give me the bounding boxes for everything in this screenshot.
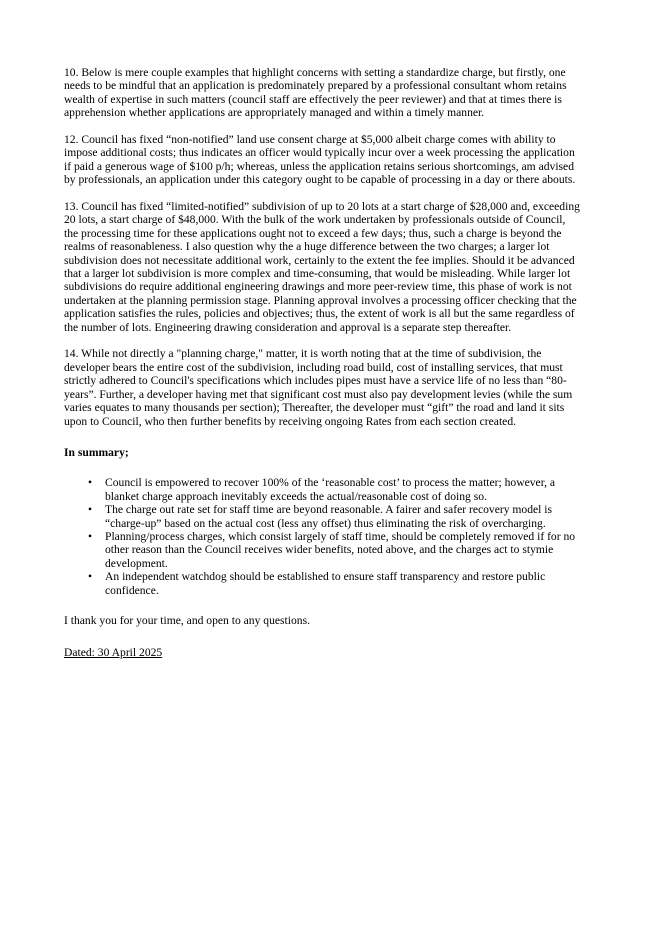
summary-bullet-text: The charge out rate set for staff time are beyond reasonable. A fairer and safer recovery model is “charge-up” based on the actual cost (less any offset) thus eliminating the risk of overcharging. [105,503,553,530]
paragraph-10: 10. Below is mere couple examples that highlight concerns with setting a standardize charge, but firstly, one needs to be mindful that an application is predominately prepared by a professional consultant whom retains wealth of expertise in such matters (council staff are effectively the peer reviewer) and that at times there is apprehension whether applications are appropriately managed and within a timely manner. [64,66,567,120]
dated-line: Dated: 30 April 2025 [64,646,163,660]
summary-list [64,476,581,597]
summary-bullet-text: Council is empowered to recover 100% of the ‘reasonable cost’ to process the matter; however, a blanket charge approach inevitably exceeds the actual/reasonable cost of doing so. [105,476,556,503]
summary-bullet-4 [88,570,581,597]
summary-bullet-text: Planning/process charges, which consist largely of staff time, should be completely removed if for no other reason than the Council receives wider benefits, noted above, and the charges act to stymie development. [105,529,576,570]
summary-bullet-1 [88,476,581,503]
summary-bullet-2 [88,503,581,530]
paragraph-13: 13. Council has fixed “limited-notified” subdivision of up to 20 lots at a start charge of $28,000 and, exceeding 20 lots, a start charge of $48,000. With the bulk of the work undertaken by professionals outside of Council, the processing time for these applications ought not to exceed a few days; thus, such a charge is beyond the realms of reasonableness. I also question why the a huge difference between the two charges; a larger lot subdivision does not necessitate additional work, certainly to the extent the fee implies. Should it be advanced that a larger lot subdivision is more complex and time-consuming, that would be misleading. While larger lot subdivisions do require additional engineering drawings and more peer-review time, this phase of work is not undertaken at the planning permission stage. Planning approval involves a processing officer checking that the application satisfies the rules, policies and objectives; thus, the extent of work is all but the same regardless of the number of lots. Engineering drawing consideration and approval is a separate step thereafter. [64,200,580,334]
paragraph-12: 12. Council has fixed “non-notified” land use consent charge at $5,000 albeit charge comes with ability to impose additional costs; thus indicates an officer would typically incur over a week processing the application if paid a generous wage of $100 p/h; whereas, unless the application retains serious shortcomings, am advised by professionals, an application under this category ought to be capable of processing in a day or there abouts. [64,133,576,187]
summary-heading: In summary; [64,445,129,459]
bullet-icon: • [88,503,93,517]
bullet-icon: • [88,570,93,584]
bullet-icon: • [88,476,93,490]
bullet-icon: • [88,529,93,543]
closing-line: I thank you for your time, and open to any questions. [64,613,310,627]
paragraph-14: 14. While not directly a "planning charge," matter, it is worth noting that at the time of subdivision, the developer bears the entire cost of the subdivision, including road build, cost of installing services, that must strictly adhered to Council's specifications which includes pipes must have a service life of no less than “80-years”. Further, a developer having met that significant cost must also pay development levies (while the sum varies equates to many thousands per section); Thereafter, the developer must “gift” the road and land it sits upon to Council, who then further benefits by receiving ongoing Rates from each section created. [64,347,573,428]
summary-bullet-3 [88,529,581,570]
summary-bullet-text: An independent watchdog should be established to ensure staff transparency and restore public confidence. [105,570,546,597]
